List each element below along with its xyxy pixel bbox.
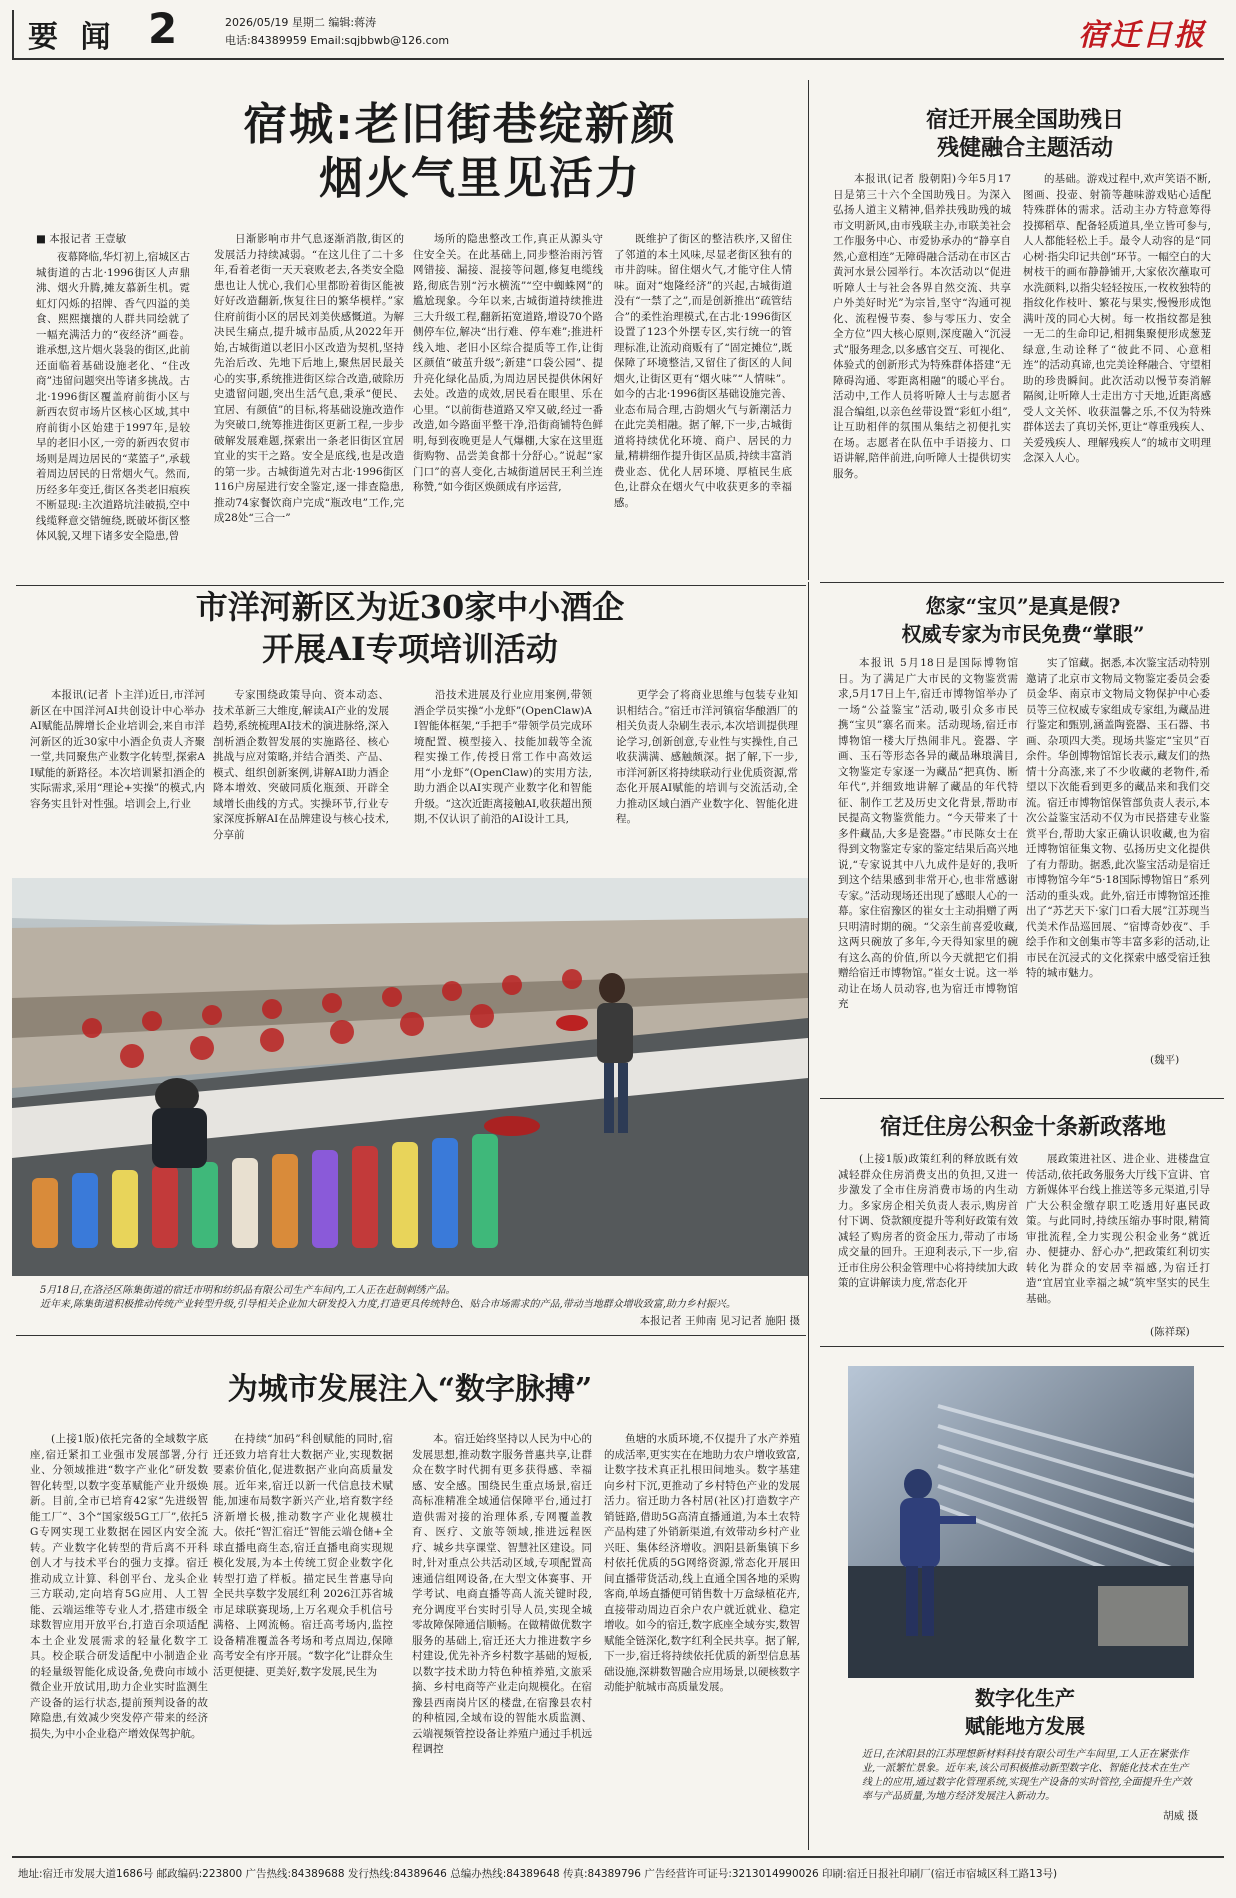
article3-col1: 本报讯(记者 卜主洋)近日,市洋河新区在中国洋河AI共创设计中心举办AI赋能品牌增长企业培训会,来自市洋河新区的近30家中小酒企负责人齐聚一堂,共同聚焦产业数字化转型,探索AI赋能的新路径。本次培训紧扣酒企的实际需求,采用“理论+实操”的模式,内容务实且针对性强。培训会上,行业: [30, 689, 205, 810]
article6-col1: (上接1版)依托完备的全域数字底座,宿迁紧扣工业强市发展部署,分行业、分领域推进“数字产业化”研发数智化转型,以数字变革赋能产业升级焕新。目前,全市已培育42家“先进级智能工厂”、3个“国家级5G工厂”,依托5G专网实现工业数据在园区内安全流转。产业数字化转型的背后离不开科创人才与技术平台的强力支撑。宿迁推动成立计算、科创平台、龙头企业三方联动,定向培育5G应用、人工智能、云端运维等专业人才,搭建市级全球数智应用开放平台,打造百余项适配本土企业发展需求的轻量化数字工具。校企联合研发适配中小制造企业的轻量级智能化成设备,免费向市域小微企业开放试用,助力企业实时监测生产设备的运行状态,提前预判设备的故障隐患,有效减少突发停产带来的经济损失,为中小企业稳产增效保驾护航。: [30, 1433, 208, 1740]
footer-info: 地址:宿迁市发展大道1686号 邮政编码:223800 广告热线:84389688 发行热线:84389646 总编办热线:84389648 传真:84389796 广告经营许可证号:3213014990026 印刷:宿迁日报社印刷厂(宿迁市宿城区科工路13号): [18, 1868, 1058, 1880]
embroidery-workshop-photo: [12, 878, 808, 1276]
article3-col4: 更学会了将商业思维与包装专业知识相结合。”宿迁市洋河镇宿华酿酒厂的相关负责人杂刷生表示,本次培训提供理论学习,创新创意,专业性与实操性,自己收获满满、感触颇深。据了解,下一步,市洋河新区将持续联动行业优质资源,常态化开展AI赋能的培训与交流活动,全力推动区域白酒产业数字化、智能化进程。: [616, 689, 798, 825]
article1-col2: 日渐影响市井气息逐渐消散,街区的发展活力持续减弱。“在这儿住了二十多年,看着老街一天天衰败老去,各类安全隐患也让人忧心,我们心里都盼着街区能被好好改造翻新,恢复往日的繁华模样。”家住府前街小区的居民刘美侠感慨道。为解决民生痛点,提升城市品质,从2022年开始,古城街道以老旧小区改造为契机,坚持先治后改、先地下后地上,聚焦居民最关心的实事,系统推进街区综合改造,破除历史遗留问题,突出生活气息,秉承“便民、宜居、有颜值”的目标,将基础设施改造作为突破口,统筹推进街区更新工程,一步步破解发展难题,探索出一条老旧街区宜居宜业的实干之路。安全是底线,也是改造的第一步。古城街道先对古北·1996街区116户房屋进行安全鉴定,逐一排查隐患,推动74家餐饮商户完成“瓶改电”工作,完成28处“三合一”: [214, 233, 404, 524]
article2-col2: 的基础。游戏过程中,欢声笑语不断,图画、投壶、射箭等趣味游戏贴心适配特殊群体的需求。活动主办方特意筹得投掷稻草、配备轻质道具,坐立皆可参与,人人都能轻松上手。最令人动容的是“同心树·指尖印记共创”环节。一幅空白的大树枝干的画布静静铺开,大家依次蘸取可水洗颜料,以指尖轻轻按压,一枚枚独特的指纹化作枝叶、繁花与果实,慢慢形成饱满叶茂的同心大树。每一枚指纹都是独一无二的生命印记,相拥集聚便形成葱茏绿意,生动诠释了“彼此不同、心意相连”的活动真谛,也完美诠释融合、守望相助的珍贵瞬间。此次活动以慢节奏消解隔阂,让听障人士走出方寸天地,近距离感受人文关怀、收获温馨之乐,不仅为特殊群体送去了真切关怀,更让“尊重残疾人、关爱残疾人、理解残疾人”的城市文明理念深入人心。: [1023, 173, 1211, 464]
article4-author: (魏平): [1150, 1054, 1180, 1066]
article6-col4: 鱼塘的水质环境,不仅提升了水产养殖的成活率,更实实在在地助力农户增收致富,让数字技术真正扎根田间地头。数字基建向乡村下沉,更推动了乡村特色产业的发展活力。宿迁助力各村居(社区)打造数字产销链路,借助5G高清直播通道,为本土农特产品构建了外销新渠道,有效带动乡村产业兴旺、集体经济增收。泗阳县新集镇下乡村依托优质的5G网络资源,常态化开展田间直播带货活动,线上直通全国各地的采购客商,单场直播便可销售数十万盒绿植花卉,直接带动周边百余户农户就近就业、稳定增收。如今的宿迁,数字底座全域夯实,数智赋能全链深化,数字红利全民共享。据了解,下一步,宿迁将持续依托优质的新型信息基础设施,深耕数智融合应用场景,以硬核数字动能护航城市高质量发展。: [604, 1433, 800, 1693]
factory-worker-photo: [848, 1366, 1194, 1678]
photo1-credit: 本报记者 王帅南 见习记者 施阳 摄: [639, 1315, 800, 1327]
article5-title: 宿迁住房公积金十条新政落地: [879, 1114, 1166, 1140]
date-line: 2026/05/19 星期二 编辑:蒋涛: [225, 16, 377, 29]
photo2-caption: 近日,在沭阳县的江苏理想新材料科技有限公司生产车间里,工人正在紧张作业,一派繁忙景象。近年来,该公司积极推动新型数字化、智能化技术在生产线上的应用,通过数字化管理系统,实现生产设备的实时管控,全面提升生产效率与产品质量,为地方经济发展注入新动力。: [862, 1749, 1192, 1802]
article3-col3: 沿技术进展及行业应用案例,带领酒企学员实操“小龙虾”(OpenClaw)AI智能体框架,“手把手”带领学员完成环境配置、模型接入、技能加载等全流程实操工作,传授日常工作中高效运用“小龙虾”(OpenClaw)的实用方法,助力酒企以AI实现产业数字化和智能升级。“这次近距离接触AI,收获超出预期,不仅认识了前沿的AI设计工具,: [414, 689, 592, 825]
article1-byline: ■ 本报记者 王壹敏: [36, 233, 127, 245]
article4-col1: 本报讯 5月18日是国际博物馆日。为了满足广大市民的文物鉴赏需求,5月17日上午,宿迁市博物馆举办了一场“公益鉴宝”活动,吸引众多市民携“宝贝”寨名而来。活动现场,宿迁市博物馆一楼大厅热闹非凡。瓷器、字画、玉石等形态各异的藏品琳琅满目,文物鉴定专家逐一为藏品“把真伪、断年代”,并细致地讲解了藏品的年代特征、制作工艺及历史文化背景,帮助市民提高文物鉴赏能力。“今天带来了十多件藏品,大多是瓷器。”市民陈女士在得到文物鉴定专家的鉴定结果后高兴地说,“专家说其中八九成件是好的,我听到这个结果感到非常开心,也非常感谢专家。”活动现场还出现了感眼人心的一幕。家住宿豫区的崔女士主动捐赠了两只明清时期的碗。“父亲生前喜爱收藏,这两只碗放了多年,今天得知家里的碗有这么高的价值,所以今天就把它们捐赠给宿迁市博物馆。”崔女士说。这一举动让在场人员动容,也为宿迁市博物馆充: [838, 657, 1018, 1010]
article3-col2: 专家围绕政策导向、资本动态、技术革新三大维度,解读AI产业的发展趋势,系统梳理AI技术的演进脉络,深入剖析酒企数智发展的实施路径、核心挑战与应对策略,并结合酒类、产品、模式、组织创新案例,讲解AI助力酒企降本增效、突破同质化瓶颈、开辟全域增长曲线的方式。实操环节,行业专家深度拆解AI在品牌建设与核心技术,分享前: [213, 689, 389, 841]
masthead: [0, 0, 1236, 64]
page-number: 2: [148, 4, 178, 53]
photo2-title: 数字化生产 赋能地方发展: [965, 1686, 1085, 1738]
paper-logo: 宿迁日报: [1078, 18, 1206, 53]
article1-col1: 夜幕降临,华灯初上,宿城区古城街道的古北·1996街区人声鼎沸、烟火升腾,摊友慕新生机。霓虹灯闪烁的招牌、香气四溢的美食、熙熙攘攘的人群共同绘就了一幅充满活力的“夜经济”画卷。谁承想,这片烟火袅袅的街区,此前还面临着基础设施老化、“住改商”违留问题突出等诸多挑战。古北·1996街区覆盖府前街小区与新西农贸市场片区核心区域,其中府前街小区始建于1997年,是较早的老旧小区,一旁的新西农贸市场则是周边居民的“菜篮子”,承载着周边居民的日常烟火气。然而,历经多年变迁,街区各类老旧痕疾不断显现:主次道路坑洼破损,空中线缆释意交错缠绕,既破坏街区整体风貌,又埋下诸多安全隐患,曾: [36, 251, 190, 542]
photo1-caption: 5月18日,在洛泾区陈集街道的宿迁市明和纺织品有限公司生产车间内,工人正在赶制刺绣产品。 近年来,陈集街道积极推动传统产业转型升级,引导相关企业加大研发投入力度,打造更具传统特色、贴合市场需求的产品,带动当地群众增收致富,助力乡村振兴。: [40, 1285, 736, 1310]
article2-title: 宿迁开展全国助残日 残健融合主题活动: [925, 107, 1124, 161]
article2-col1: 本报讯(记者 殷朝阳)今年5月17日是第三十六个全国助残日。为深入弘扬人道主义精神,倡养扶残助残的城市文明新风,由市残联主办,市联美社会工作服务中心、市爱协承办的“静享自然,心意相连”无障碍融合活动在市区古黄河水景公园举行。本次活动以“促进听障人士与社会各界自然交流、共享户外美好时光”为宗旨,坚守“沟通可视化、流程慢节奏、参与零压力、安全全方位”四大核心原则,深度融入“沉浸式”服务理念,以多感官交互、可视化、体验式的创新形式为特殊群体搭建“无障碍沟通、零距离相融”的暖心平台。活动中,工作人员将听障人士与志愿者混合编组,以亲色丝带设置“彩虹小组”,让互助相伴的氛围从集结之初便扎实在场。志愿者在队伍中手语接力、口语讲解,陪伴前进,向听障人士提供切实服务。: [833, 173, 1011, 480]
article1-col3: 场所的隐患整改工作,真正从源头守住安全关。在此基础上,同步整治雨污管网错接、漏接、混接等问题,修复电缆线路,彻底告别“污水横流”“空中蜘蛛网”的尴尬现象。今年以来,古城街道持续推进三大升级工程,翻新拓宽道路,增设70个路侧停车位,解决“出行难、停车难”;推进杆线入地、老旧小区综合提质等工作,让街区颜值“破茧升级”;新建“口袋公园”、提升亮化绿化品质,为周边居民提供休闲好去处。改造的成效,居民看在眼里、乐在心里。“以前街巷道路又窄又破,经过一番改造,如今路面平整干净,沿街商铺特色鲜明,每到夜晚更是人气爆棚,大家在这里逛街购物、品尝美食都十分舒心。”说起“家门口”的喜人变化,古城街道居民王利兰连称赞,“如今街区焕颜成有序运营,: [413, 233, 603, 493]
article1-col4: 既维护了街区的整洁秩序,又留住了邻道的本土风味,尽显老街区独有的市井韵味。留住烟火气,才能守住人情味。面对“炮隆经济”的兴起,古城街道没有“一禁了之”,而是创新推出“疏管结合”的柔性治理模式,在古北·1996街区设置了123个外摆专区,实行统一的管理标准,让流动商贩有了“固定摊位”,既保障了环境整洁,又留住了街区的人间烟火,让街区更有“烟火味”“人情味”。如今的古北·1996街区基础设施完善、业态布局合理,古韵烟火气与新潮活力在此完美相融。据了解,下一步,古城街道将持续优化环境、商户、居民的力量,精耕细作提升街区品质,持续丰富消费业态、优化人居环境、厚植民生底色,让群众在烟火气中收获更多的幸福感。: [614, 233, 792, 509]
article6-title: 为城市发展注入“数字脉搏”: [227, 1372, 593, 1407]
article1-title: 宿城:老旧街巷绽新颜 烟火气里见活力: [243, 99, 677, 204]
article5-col1: (上接1版)政策红利的释放既有效减轻群众住房消费支出的负担,又进一步激发了全市住房消费市场的内生动力。多家房企相关负责人表示,购房首付下调、贷款额度提升等利好政策有效减轻了购房者的资金压力,带动了市场成交量的回升。王迎利表示,下一步,宿迁市住房公积金管理中心将持续加大政策的宣讲解读力度,常态化开: [838, 1153, 1018, 1289]
masthead-rule: [12, 58, 1224, 60]
article5-col2: 展政策进社区、进企业、进楼盘宣传活动,依托政务服务大厅线下宣讲、官方新媒体平台线上推送等多元渠道,引导广大公积金缴存职工吃透用好惠民政策。与此同时,持续压缩办事时限,精简审批流程,全力实现公积金业务“就近办、便捷办、舒心办”,把政策红利切实转化为群众的安居幸福感,为宿迁打造“宜居宜业幸福之城”筑牢坚实的民生基础。: [1026, 1153, 1210, 1305]
contact-line: 电话:84389959 Email:sqjbbwb@126.com: [225, 34, 450, 47]
article4-title: 您家“宝贝”是真是假? 权威专家为市民免费“掌眼”: [901, 594, 1145, 646]
article4-col2: 实了馆藏。据悉,本次鉴宝活动特别邀请了北京市文物局文物鉴定委员会委员金华、南京市文物局文物保护中心委员等三位权威专家组成专家组,为藏品进行鉴定和甄别,涵盖陶瓷器、玉石器、书画、杂项四大类。现场共鉴定“宝贝”百余件。华创博物馆馆长表示,藏友们的热情十分高涨,来了不少收藏的老物件,希望以下次能看到更多的藏品来和我们交流。宿迁市博物馆保管部负责人表示,本次公益鉴宝活动不仅为市民搭建专业鉴赏平台,帮助大家正确认识收藏,也为宿迁博物馆征集文物、弘扬历史文化提供了有力帮助。据悉,此次鉴宝活动是宿迁市博物馆今年“5·18国际博物馆日”系列活动的重头戏。此外,宿迁市博物馆还推出了“苏艺天下·家门口看大展”江苏现当代美术作品巡回展、“宿博奇妙夜”、手绘手作和文创集市等丰富多彩的活动,让市民在沉浸式的文化探索中感受宿迁独特的城市魅力。: [1026, 657, 1210, 979]
article5-author: (陈祥琛): [1150, 1326, 1190, 1338]
photo2-credit: 胡威 摄: [1163, 1810, 1198, 1822]
section-label: 要 闻: [28, 20, 117, 55]
article6-col3: 本。宿迁始终坚持以人民为中心的发展思想,推动数字服务普惠共享,让群众在数字时代拥有更多获得感、幸福感、安全感。围绕民生重点场景,宿迁高标准精准全域通信保障平台,通过打造供需对接的治理体系,专网覆盖教育、医疗、文旅等领域,推进远程医疗、城乡共享课堂、智慧社区建设。同时,针对重点公共活动区域,专项配置高速通信组网设备,在大型文体赛事、开学考试、电商直播等高人流关键时段,充分调度平台实时引导人员,实现全城零故障保障通信顺畅。在做精做优数字服务的基础上,宿迁还大力推进数字乡村建设,优先补齐乡村数字基础的短板,以数字技术助力特色种植养殖,文旅采摘、乡村电商等产业走向规模化。在宿豫县西南岗片区的楼盘,在宿豫县农村的种植园,全域布设的智能水质监测、云端视频管控设备让养殖户通过手机远程调控: [412, 1433, 592, 1755]
article6-col2: 在持续“加码”科创赋能的同时,宿迁还致力培育壮大数据产业,实现数据要素价值化,促进数据产业向高质量发展。近年来,宿迁以新一代信息技术赋能,加速布局数字新兴产业,培育数字经济新增长极,推动数字产业化规模壮大。依托“智汇宿迁”智能云端仓储+全球直播电商生态,宿迁直播电商实现规模化发展,为本土传统工贸企业数字化转型打造了样板。描定民生普惠导向 全民共享数字发展红利 2026江苏省城市足球联赛现场,上万名观众手机信号满格、上网流畅。宿迁高考场内,监控设备精准覆盖各考场和考点周边,保障高考安全有序开展。“数字化”让群众生活更便捷、更美好,数字发展,民生为: [213, 1433, 393, 1678]
article3-title: 市洋河新区为近30家中小酒企 开展AI专项培训活动: [195, 588, 625, 668]
